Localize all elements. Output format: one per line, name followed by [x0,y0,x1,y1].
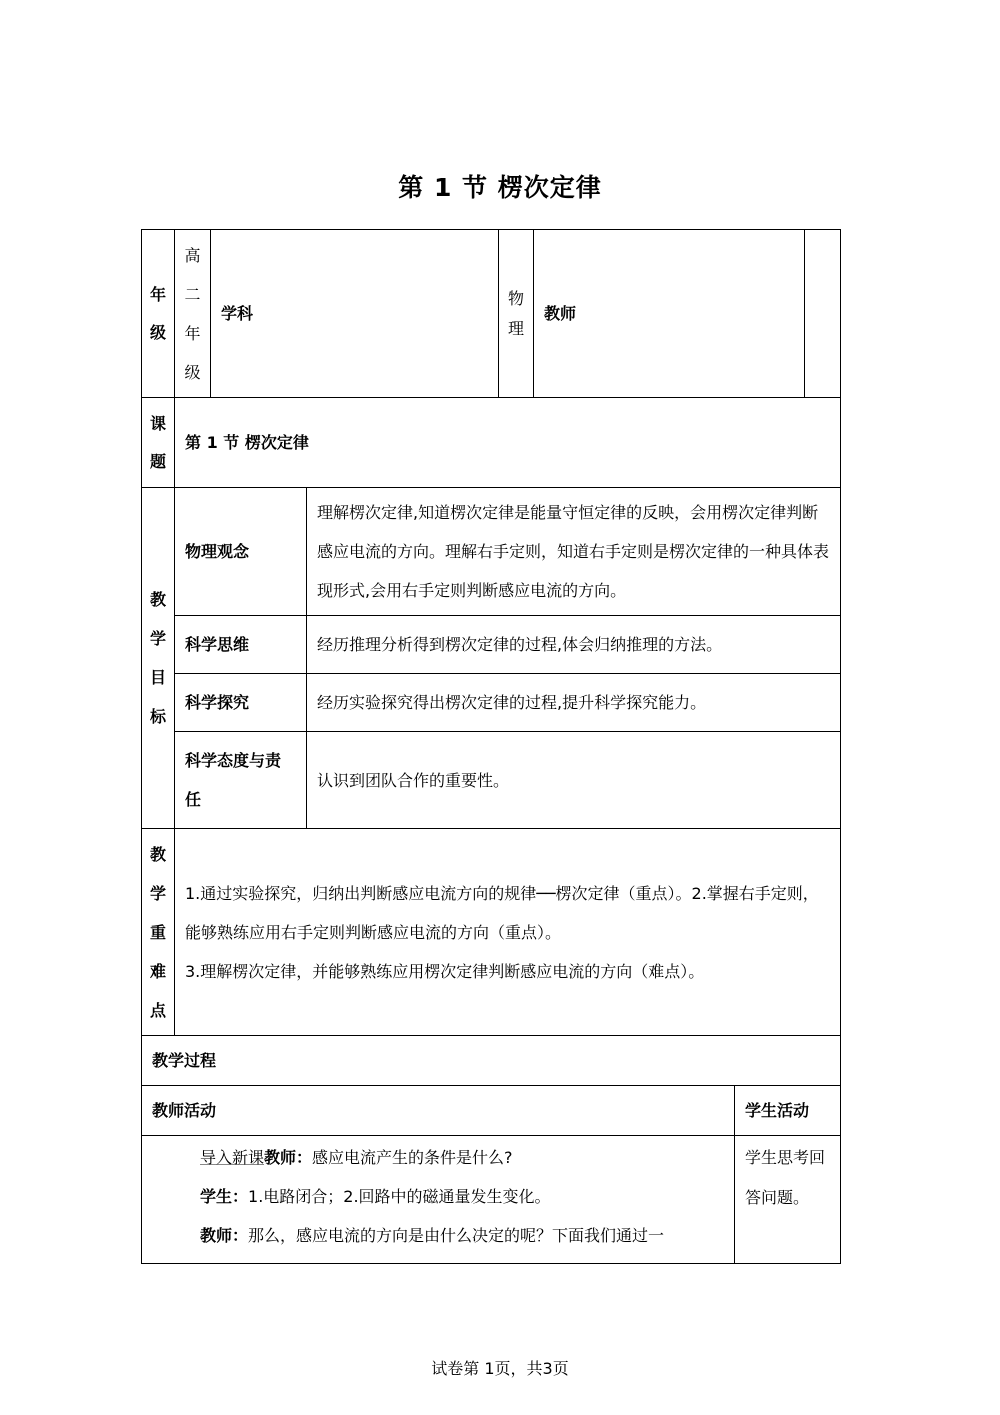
student-label: 学生： [200,1187,249,1206]
goal-name: 科学探究 [175,674,307,732]
lesson-plan-table [141,229,841,1264]
intro-teacher-text: 感应电流产生的条件是什么? [312,1148,513,1167]
key-points-line-1: 1.通过实验探究，归纳出判断感应电流方向的规律──楞次定律（重点）。2.掌握右手定则，能够熟练应用右手定则判断感应电流的方向（重点）。 [185,883,819,942]
goal-name: 科学态度与责任 [175,732,307,829]
goal-text: 经历推理分析得到楞次定律的过程,体会归纳推理的方法。 [307,616,841,674]
goals-label: 教学目标 [150,590,167,726]
key-points-content [175,829,841,1036]
process-label: 教学过程 [142,1036,841,1086]
student-text: 1.电路闭合；2.回路中的磁通量发生变化。 [248,1187,551,1206]
goal-name: 物理观念 [175,488,307,616]
grade-label: 年级 [150,284,167,342]
goal-row-3 [142,674,841,732]
subject-label: 学科 [211,230,499,398]
key-points-line-2: 3.理解楞次定律，并能够熟练应用楞次定律判断感应电流的方向（难点）。 [185,961,705,981]
student-activity-text: 学生思考回答问题。 [745,1148,826,1207]
process-heading-row [142,1036,841,1086]
topic-label: 课题 [150,413,167,471]
topic-value: 第 1 节 楞次定律 [175,398,841,488]
teacher-value [805,230,841,398]
key-points-row [142,829,841,1036]
goal-text: 经历实验探究得出楞次定律的过程,提升科学探究能力。 [307,674,841,732]
page-footer: 试卷第 1页，共3页 [431,1359,569,1378]
student-activity-cell [735,1136,841,1264]
key-points-label-cell [142,829,175,1036]
intro-line-3 [200,1216,724,1255]
goal-text: 理解楞次定律,知道楞次定律是能量守恒定律的反映，会用楞次定律判断感应电流的方向。理解右手定则，知道右手定则是楞次定律的一种具体表现形式,会用右手定则判断感应电流的方向。 [307,488,841,616]
intro-section-label: 导入新课 [200,1148,265,1167]
grade-label-cell [142,230,175,398]
header-row [142,230,841,398]
goal-row-4 [142,732,841,829]
goal-text: 认识到团队合作的重要性。 [307,732,841,829]
intro-teacher-label: 教师： [264,1148,313,1167]
page-title: 第 1 节 楞次定律 [398,173,602,202]
grade-value-cell [175,230,211,398]
teacher2-text: 那么，感应电流的方向是由什么决定的呢？下面我们通过一 [248,1226,665,1245]
teacher2-label: 教师： [200,1226,249,1245]
topic-label-cell [142,398,175,488]
goal-name: 科学思维 [175,616,307,674]
subject-value-cell [499,230,534,398]
goal-row-2 [142,616,841,674]
goals-label-cell [142,488,175,829]
student-activity-header: 学生活动 [735,1086,841,1136]
subject-value: 物理 [508,288,525,338]
teacher-activity-header: 教师活动 [142,1086,735,1136]
intro-line-1 [200,1138,724,1177]
grade-value: 高二年级 [184,245,201,382]
topic-row [142,398,841,488]
intro-row [142,1136,841,1264]
process-columns-row [142,1086,841,1136]
intro-content [142,1136,735,1264]
teacher-label: 教师 [534,230,805,398]
key-points-label: 教学重难点 [150,844,167,1020]
intro-line-2 [200,1177,724,1216]
goal-row-1 [142,488,841,616]
